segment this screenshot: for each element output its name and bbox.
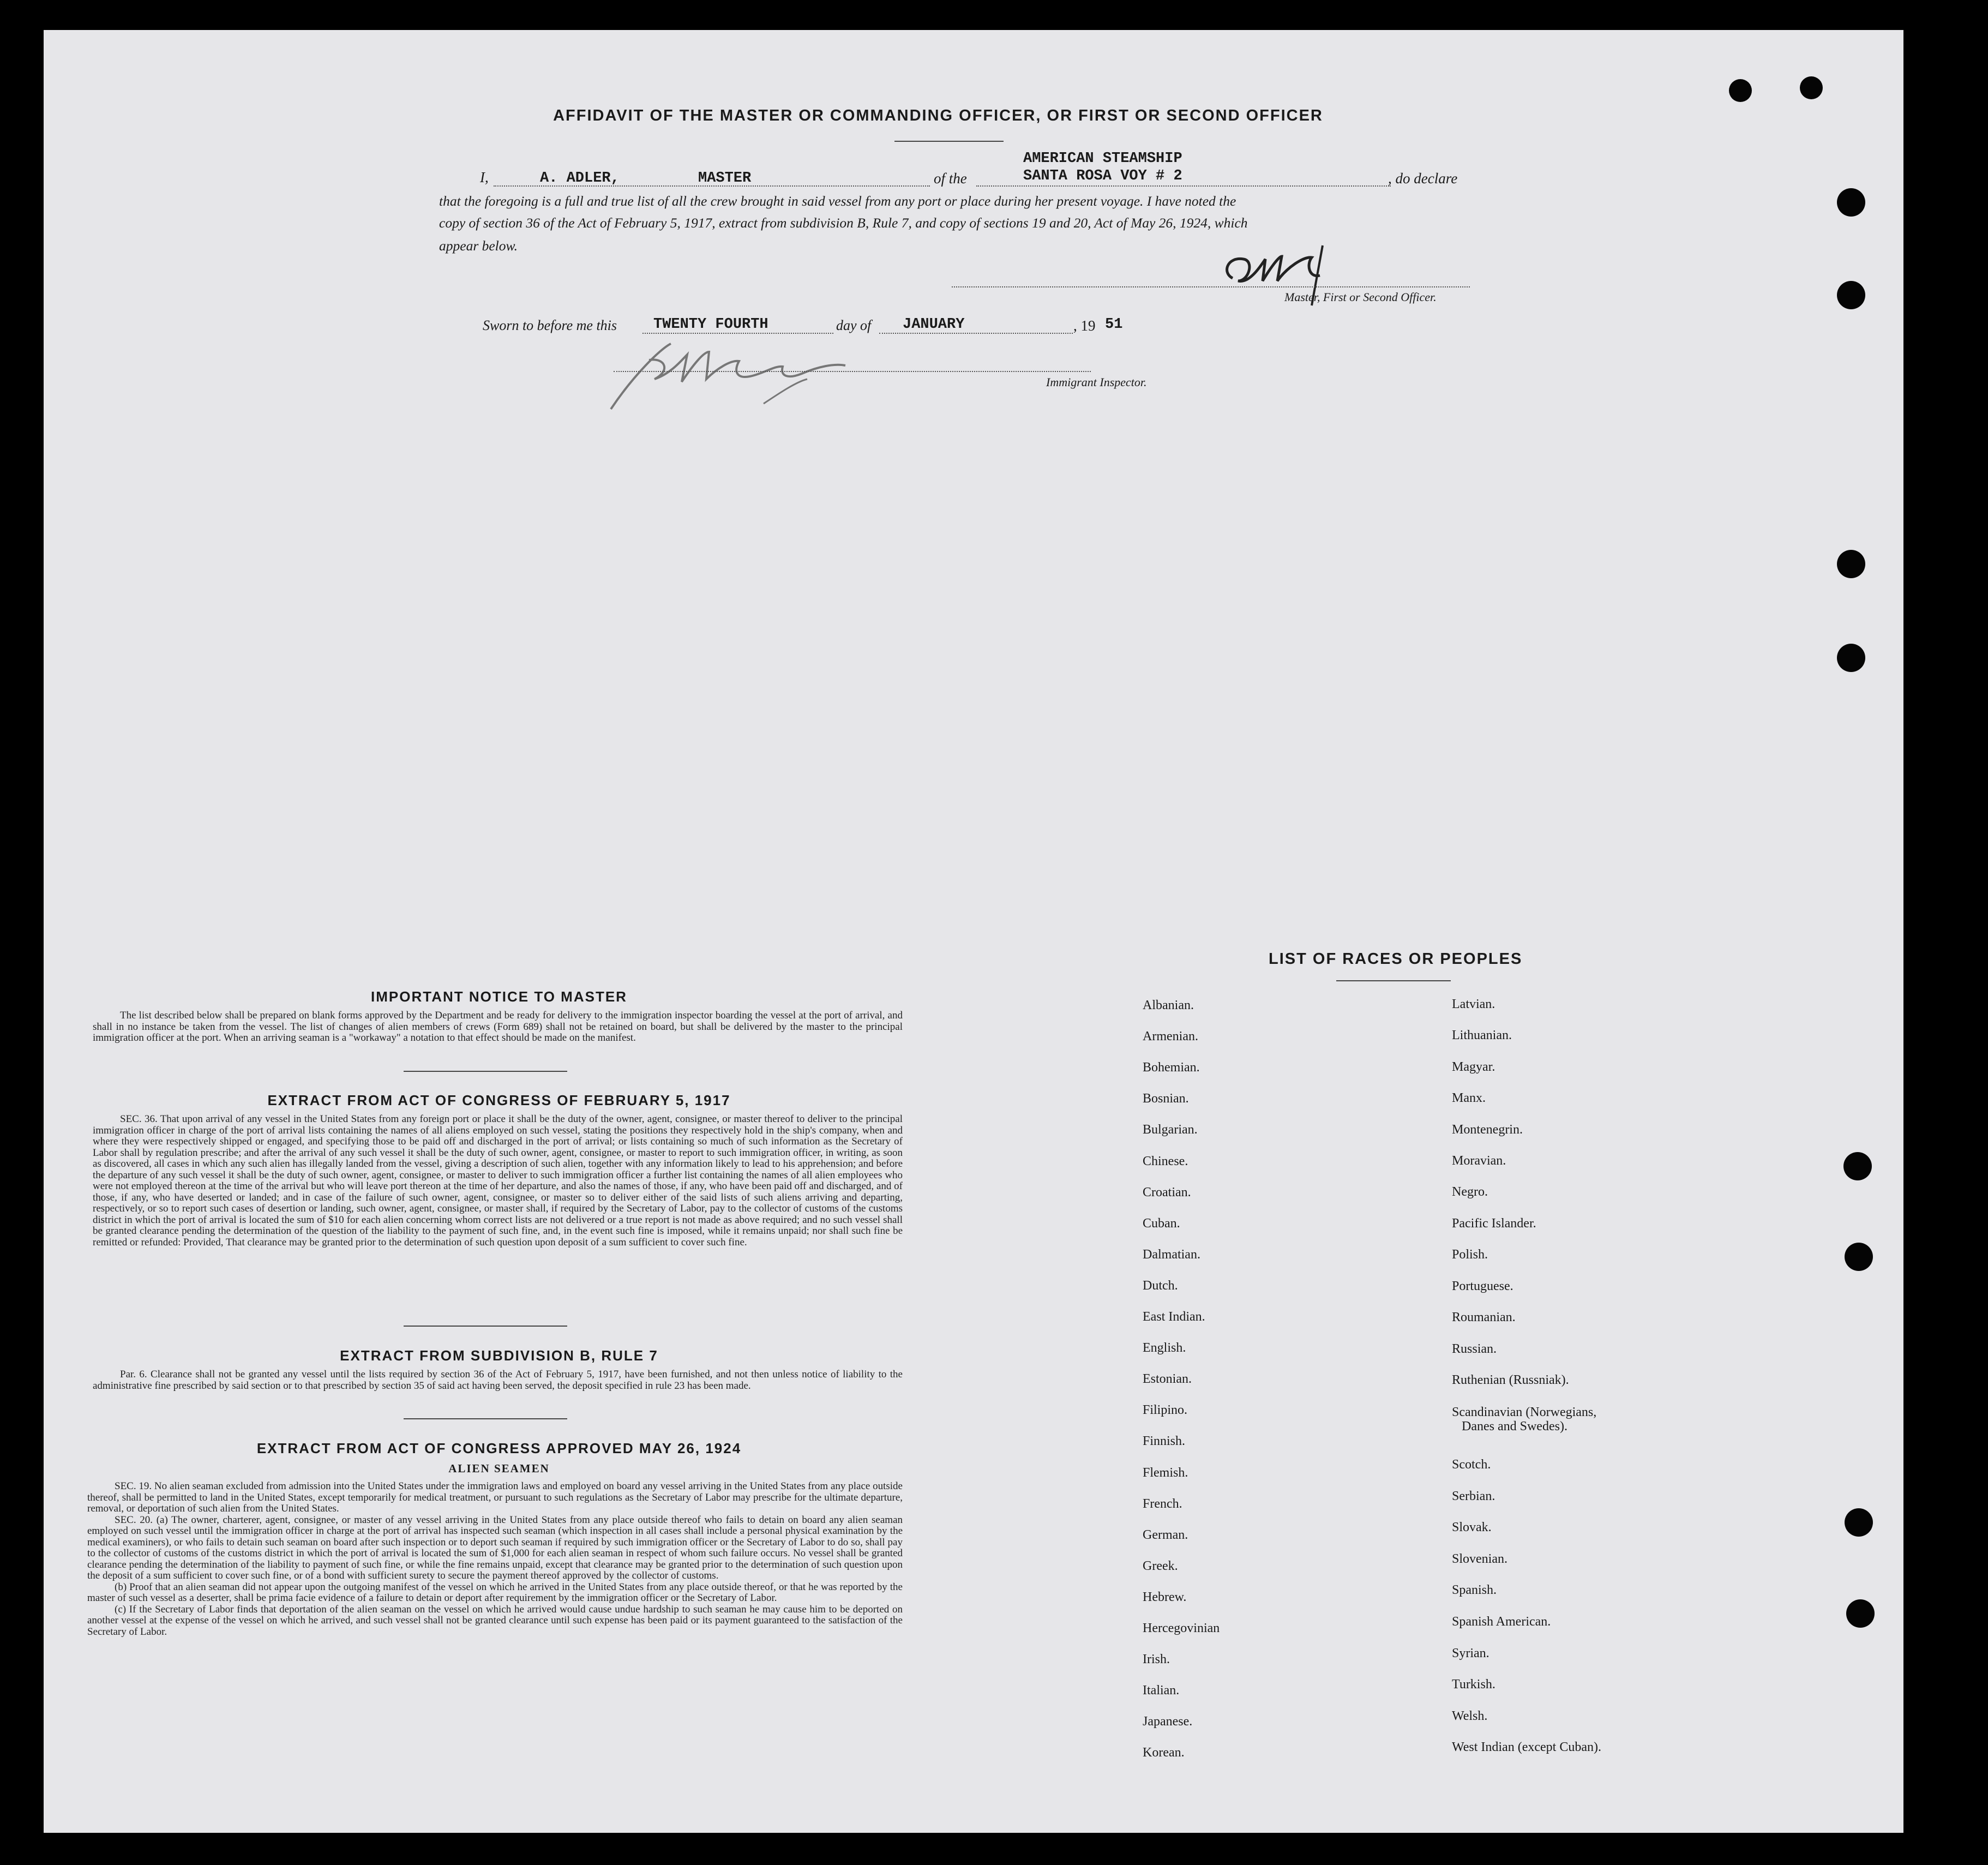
year-suffix: 51 bbox=[1105, 316, 1123, 333]
section-20a-paragraph: SEC. 20. (a) The owner, charterer, agent, consignee, or master of any vessel arriving in the United States from any place outside thereof who fails to detain on board any alien seaman employed on such vessel until the immigration officer in charge at the port of arrival has inspected such seaman (which inspection in all cases shall include a personal physical examination by the medical examiners), or who fails to detain such seaman on board after such inspection or to deport such seaman if required by such immigration officer or the Secretary of Labor to do so, shall pay to the collector of customs of the customs district in which the port of arrival is located the sum of $1,000 for each alien seaman in respect of whom such failure occurs. No vessel shall be granted clearance pending the determination of the liability to payment of such fine, or while the fine remains unpaid, except that clearance may be granted prior to the determination of such question upon the deposit of a sum sufficient to cover such fine, or of a bond with sufficient surety to secure the payment thereof approved by the collector of customs. bbox=[87, 1514, 903, 1581]
binder-hole bbox=[1729, 79, 1752, 102]
race-item: Ruthenian (Russniak). bbox=[1452, 1373, 1569, 1387]
vessel-line-1: AMERICAN STEAMSHIP bbox=[1023, 151, 1182, 167]
race-item: Korean. bbox=[1143, 1746, 1185, 1760]
race-item: West Indian (except Cuban). bbox=[1452, 1740, 1601, 1754]
section-20b-paragraph: (b) Proof that an alien seaman did not appear upon the outgoing manifest of the vessel on which he arrived in the United States from any place outside thereof, or that he was reported by the master of such vessel as a deserter, shall be prima facie evidence of a failure to detain or deport after requirement by the immigration officer or the Secretary of Labor. bbox=[87, 1581, 903, 1604]
section-19-paragraph: SEC. 19. No alien seaman excluded from admission into the United States under the immigration laws and employed on board any vessel arriving in the United States from any place outside thereof, shall be permitted to land in the United States, except temporarily for medical treatment, or pursuant to such regulations as the Secretary of Labor may prescribe for the ultimate departure, removal, or deportation of such alien from the United States. bbox=[87, 1480, 903, 1514]
binder-hole bbox=[1837, 188, 1865, 217]
race-item: Spanish American. bbox=[1452, 1615, 1551, 1629]
race-item: Moravian. bbox=[1452, 1154, 1506, 1168]
races-title-underline bbox=[1336, 980, 1451, 981]
race-item: Cuban. bbox=[1143, 1216, 1180, 1231]
race-item: German. bbox=[1143, 1528, 1188, 1542]
race-item: Armenian. bbox=[1143, 1029, 1198, 1044]
affidavit-text-3: appear below. bbox=[439, 238, 518, 254]
master-caption: Master, First or Second Officer. bbox=[1284, 290, 1437, 304]
of-the-label: of the bbox=[934, 170, 967, 187]
race-item: Spanish. bbox=[1452, 1583, 1497, 1597]
alien-seamen-subtitle: ALIEN SEAMEN bbox=[448, 1462, 550, 1475]
race-item: Japanese. bbox=[1143, 1714, 1193, 1729]
vessel-line-2: SANTA ROSA VOY # 2 bbox=[1023, 168, 1182, 184]
inspector-signature-line bbox=[614, 371, 1091, 372]
race-item: French. bbox=[1143, 1497, 1182, 1511]
race-item: Magyar. bbox=[1452, 1060, 1495, 1074]
affidavit-text-1: that the foregoing is a full and true list of all the crew brought in said vessel from any port or place during her present voyage. I have noted the bbox=[439, 193, 1236, 209]
sworn-month: JANUARY bbox=[903, 316, 965, 333]
binder-hole bbox=[1800, 76, 1823, 99]
race-item: Irish. bbox=[1143, 1652, 1170, 1666]
race-item: Russian. bbox=[1452, 1342, 1497, 1356]
divider bbox=[404, 1418, 567, 1419]
extract-1924-text bbox=[87, 1481, 903, 1638]
race-item: Latvian. bbox=[1452, 997, 1495, 1011]
race-item: Hebrew. bbox=[1143, 1590, 1187, 1604]
notice-text bbox=[93, 1010, 903, 1044]
race-item: Portuguese. bbox=[1452, 1279, 1513, 1293]
race-item: Lithuanian. bbox=[1452, 1028, 1512, 1042]
race-item: Bulgarian. bbox=[1143, 1123, 1198, 1137]
binder-hole bbox=[1845, 1243, 1873, 1271]
race-item: Hercegovinian bbox=[1143, 1621, 1220, 1635]
race-item: Slovak. bbox=[1452, 1520, 1492, 1534]
i-label: I, bbox=[480, 169, 489, 185]
affidavit-title: AFFIDAVIT OF THE MASTER OR COMMANDING OFFICER, OR FIRST OR SECOND OFFICER bbox=[553, 107, 1323, 124]
race-item: Bosnian. bbox=[1143, 1092, 1189, 1106]
race-item: Chinese. bbox=[1143, 1154, 1188, 1168]
extract-1917-title: EXTRACT FROM ACT OF CONGRESS OF FEBRUARY 5, 1917 bbox=[267, 1092, 731, 1108]
races-title: LIST OF RACES OR PEOPLES bbox=[1269, 950, 1523, 968]
race-item: Polish. bbox=[1452, 1248, 1488, 1262]
binder-hole bbox=[1837, 281, 1865, 309]
race-item: Turkish. bbox=[1452, 1677, 1495, 1692]
race-item: Negro. bbox=[1452, 1185, 1488, 1199]
extract-1924-title: EXTRACT FROM ACT OF CONGRESS APPROVED MAY 26, 1924 bbox=[256, 1440, 742, 1456]
race-item: Welsh. bbox=[1452, 1709, 1488, 1723]
race-item: Greek. bbox=[1143, 1559, 1178, 1573]
race-item: Dalmatian. bbox=[1143, 1248, 1200, 1262]
binder-hole bbox=[1837, 644, 1865, 672]
race-item: Slovenian. bbox=[1452, 1552, 1507, 1566]
divider bbox=[404, 1071, 567, 1072]
binder-hole bbox=[1843, 1152, 1872, 1180]
subdivision-text bbox=[93, 1369, 903, 1392]
section-36-paragraph: SEC. 36. That upon arrival of any vessel in the United States from any foreign port or place it shall be the duty of the owner, agent, consignee, or master thereof to deliver to the principal immigration officer in charge of the port of arrival lists containing the names of all aliens employed on such vessel, stating the positions they respectively hold in the ship's company, when and where they were respectively shipped or engaged, and specifying those to be paid off and discharged in the port of arrival; or lists containing so much of such information as the Secretary of Labor shall by regulation prescribe; and after the arrival of any such vessel it shall be the duty of such owner, agent, consignee, or master to report to such immigration officer, in writing, as soon as discovered, all cases in which any such alien has illegally landed from the vessel, giving a description of such alien, together with any information likely to lead to his apprehension; and before the departure of any such vessel it shall be the duty of such owner, agent, consignee, or master to deliver to such immigration officer a further list containing the names of all alien employees who were not employed thereon at the time of the arrival but who will leave port thereon at the time of her departure, and also the names of those, if any, who have been paid off and discharged, and of those, if any, who have deserted or landed; and in case of the failure of such owner, agent, consignee, or master so to deliver either of the said lists of such aliens arriving and departing, respectively, or so to report such cases of desertion or landing, such owner, agent, consignee, or master shall, if required by the Secretary of Labor, pay to the collector of customs of the customs district in which the port of arrival is located the sum of $10 for each alien concerning whom correct lists are not delivered or a true report is not made as above required; and no such vessel shall be granted clearance pending the determination of the question of the liability to the payment of such fine, and, in the event such fine is imposed, while it remains unpaid; nor shall such fine be remitted or refunded: Provided, That clearance may be granted prior to the determination of such question upon deposit of a sum sufficient to cover such fine. bbox=[93, 1113, 903, 1248]
notice-title: IMPORTANT NOTICE TO MASTER bbox=[371, 988, 627, 1005]
race-item: Danes and Swedes). bbox=[1462, 1419, 1567, 1434]
extract-1917-text bbox=[93, 1114, 903, 1248]
race-item: Scandinavian (Norwegians, bbox=[1452, 1405, 1597, 1419]
year-prefix: , 19 bbox=[1073, 317, 1096, 334]
notice-paragraph: The list described below shall be prepared on blank forms approved by the Department and be ready for delivery to the immigration inspector boarding the vessel at the port of arrival, and shall in no instance be taken from the vessel. The list of changes of alien members of crews (Form 689) shall not be retained on board, but shall be delivered by the master to the principal immigration officer at the port. When an arriving seaman is a "workaway" a notation to that effect should be made on the manifest. bbox=[93, 1010, 903, 1044]
race-item: Croatian. bbox=[1143, 1185, 1191, 1200]
race-item: English. bbox=[1143, 1341, 1186, 1355]
race-item: East Indian. bbox=[1143, 1310, 1205, 1324]
do-declare: , do declare bbox=[1388, 170, 1458, 187]
binder-hole bbox=[1846, 1599, 1875, 1628]
day-of-label: day of bbox=[836, 317, 872, 333]
affidavit-text-2: copy of section 36 of the Act of February 5, 1917, extract from subdivision B, Rule 7, and copy of sections 19 and 20, Act of May 26, 1924, which bbox=[439, 215, 1248, 231]
race-item: Italian. bbox=[1143, 1683, 1180, 1698]
master-name: A. ADLER, bbox=[540, 170, 620, 187]
sworn-prefix: Sworn to before me this bbox=[483, 317, 617, 333]
race-item: Manx. bbox=[1452, 1091, 1486, 1105]
race-item: Roumanian. bbox=[1452, 1310, 1516, 1324]
sworn-day: TWENTY FOURTH bbox=[653, 316, 768, 333]
binder-hole bbox=[1837, 550, 1865, 578]
race-item: Flemish. bbox=[1143, 1466, 1188, 1480]
rule-7-paragraph: Par. 6. Clearance shall not be granted any vessel until the lists required by section 36 of the Act of February 5, 1917, have been furnished, and not then unless notice of liability to the administrative fine prescribed by said section or to that prescribed by section 35 of said act having been served, the deposit specified in rule 23 has been made. bbox=[93, 1369, 903, 1392]
race-item: Estonian. bbox=[1143, 1372, 1192, 1386]
title-underline bbox=[894, 141, 1004, 142]
binder-hole bbox=[1845, 1508, 1873, 1537]
race-item: Pacific Islander. bbox=[1452, 1216, 1536, 1231]
subdivision-title: EXTRACT FROM SUBDIVISION B, RULE 7 bbox=[340, 1347, 658, 1364]
race-item: Albanian. bbox=[1143, 998, 1194, 1012]
divider bbox=[404, 1326, 567, 1327]
inspector-signature bbox=[600, 327, 884, 425]
race-item: Scotch. bbox=[1452, 1458, 1491, 1472]
master-signature-line bbox=[952, 286, 1470, 287]
race-item: Dutch. bbox=[1143, 1279, 1178, 1293]
vessel-line bbox=[976, 185, 1391, 187]
race-item: Finnish. bbox=[1143, 1434, 1186, 1448]
race-item: Filipino. bbox=[1143, 1403, 1188, 1417]
month-line bbox=[879, 333, 1073, 334]
inspector-caption: Immigrant Inspector. bbox=[1046, 375, 1147, 389]
master-rank: MASTER bbox=[698, 170, 752, 187]
section-20c-paragraph: (c) If the Secretary of Labor finds that deportation of the alien seaman on the vessel on which he arrived would cause undue hardship to such seaman he may cause him to be deported on another vessel at the expense of the vessel on which he arrived, and such vessel shall not be granted clearance until such expense has been paid or its payment guaranteed to the satisfaction of the Secretary of Labor. bbox=[87, 1603, 903, 1638]
race-item: Bohemian. bbox=[1143, 1060, 1200, 1075]
race-item: Montenegrin. bbox=[1452, 1123, 1523, 1137]
race-item: Syrian. bbox=[1452, 1646, 1490, 1660]
race-item: Serbian. bbox=[1452, 1489, 1495, 1503]
